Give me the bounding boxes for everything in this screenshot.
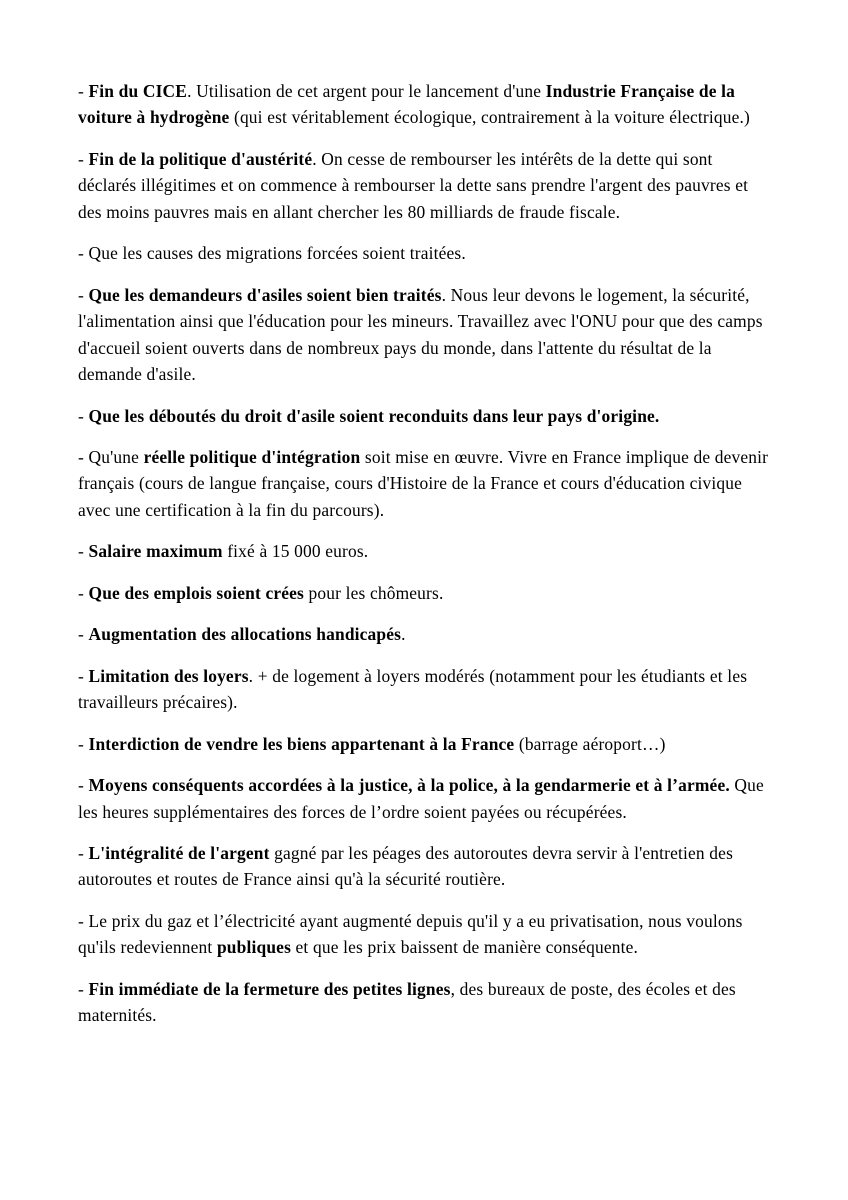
text-run-bold: Fin de la politique d'austérité: [88, 148, 313, 169]
text-run: . On cesse de rembourser les intérêts de la dette qui sont déclarés illégitimes et on commence à rembourser la dette sans prendre l'argent des pauvres et des moins pauvres mais en allant chercher les 80 milliards de fraude fiscale.: [78, 148, 749, 222]
para-integration: [78, 444, 770, 523]
para-interdiction-vendre: [78, 731, 770, 757]
text-run: gagné par les péages des autoroutes devra servir à l'entretien des autoroutes et routes de France ainsi qu'à la sécurité routière.: [78, 842, 734, 890]
text-run-bold: Limitation des loyers: [88, 665, 249, 686]
text-run: -: [78, 148, 89, 169]
text-run: . Nous leur devons le logement, la sécurité, l'alimentation ainsi que l'éducation pour les mineurs. Travaillez avec l'ONU pour que des camps d'accueil soient ouverts dans de nombreux pays du monde, dans l'attente du résultat de la demande d'asile.: [78, 284, 763, 385]
text-run-bold: Que les déboutés du droit d'asile soient reconduits dans leur pays d'origine.: [88, 405, 660, 426]
text-run: Que les heures supplémentaires des forces de l’ordre soient payées ou récupérées.: [78, 775, 764, 822]
text-run: fixé à 15 000 euros.: [222, 541, 369, 562]
text-run-bold: Fin immédiate de la fermeture des petites lignes: [88, 978, 451, 999]
text-run-bold: Industrie Française de la voiture à hydrogène: [78, 81, 736, 128]
text-run: et que les prix baissent de manière conséquente.: [291, 937, 639, 958]
text-run-bold: Fin du CICE: [88, 81, 188, 101]
para-limitation-loyers: [78, 663, 770, 716]
para-cice: [78, 78, 770, 131]
para-gaz-electricite: [78, 908, 770, 961]
text-run: -: [78, 541, 89, 562]
para-austerite: [78, 146, 770, 225]
text-run: -: [78, 284, 89, 305]
para-allocations-handicapes: [78, 621, 770, 647]
text-run: - Le prix du gaz et l’électricité ayant augmenté depuis qu'il y a eu privatisation, nous voulons qu'ils redeviennent: [78, 910, 743, 958]
para-emplois: [78, 580, 770, 606]
para-moyens-justice: [78, 772, 770, 825]
text-run: -: [78, 978, 89, 999]
text-run: -: [78, 582, 89, 603]
text-run-bold: Interdiction de vendre les biens appartenant à la France: [88, 733, 515, 754]
text-run: .: [401, 624, 406, 645]
text-run-bold: Que des emplois soient crées: [88, 582, 304, 603]
text-run: pour les chômeurs.: [303, 582, 444, 603]
document-body: [78, 78, 770, 1029]
text-run: -: [78, 842, 89, 863]
para-deboutes: [78, 403, 770, 429]
text-run: -: [78, 81, 89, 101]
text-run-bold: publiques: [216, 937, 292, 958]
para-migrations: [78, 240, 770, 266]
text-run-bold: Salaire maximum: [88, 541, 223, 562]
para-peages: [78, 840, 770, 893]
text-run: - Qu'une: [78, 446, 144, 467]
text-run-bold: Augmentation des allocations handicapés: [88, 624, 402, 645]
para-petites-lignes: [78, 976, 770, 1029]
text-run: (barrage aéroport…): [514, 733, 666, 754]
para-salaire-maximum: [78, 538, 770, 564]
text-run-bold: Moyens conséquents accordées à la justice, à la police, à la gendarmerie et à l’armée.: [88, 775, 730, 796]
text-run: . + de logement à loyers modérés (notamment pour les étudiants et les travailleurs précaires).: [78, 665, 748, 713]
text-run: -: [78, 733, 89, 754]
text-run: - Que les causes des migrations forcées soient traitées.: [78, 243, 466, 264]
text-run: soit mise en œuvre. Vivre en France implique de devenir français (cours de langue française, cours d'Histoire de la France et cours d'éducation civique avec une certification à la fin du parcours).: [78, 446, 769, 520]
text-run-bold: L'intégralité de l'argent: [88, 842, 270, 863]
text-run: . Utilisation de cet argent pour le lancement d'une: [187, 81, 546, 101]
para-demandeurs-asile: [78, 282, 770, 388]
text-run: -: [78, 624, 89, 645]
text-run: , des bureaux de poste, des écoles et des maternités.: [78, 978, 736, 1026]
text-run: -: [78, 775, 89, 796]
text-run-bold: réelle politique d'intégration: [143, 446, 361, 467]
text-run: -: [78, 405, 89, 426]
text-run: -: [78, 665, 89, 686]
text-run: (qui est véritablement écologique, contrairement à la voiture électrique.): [229, 107, 750, 128]
text-run-bold: Que les demandeurs d'asiles soient bien traités: [88, 284, 442, 305]
